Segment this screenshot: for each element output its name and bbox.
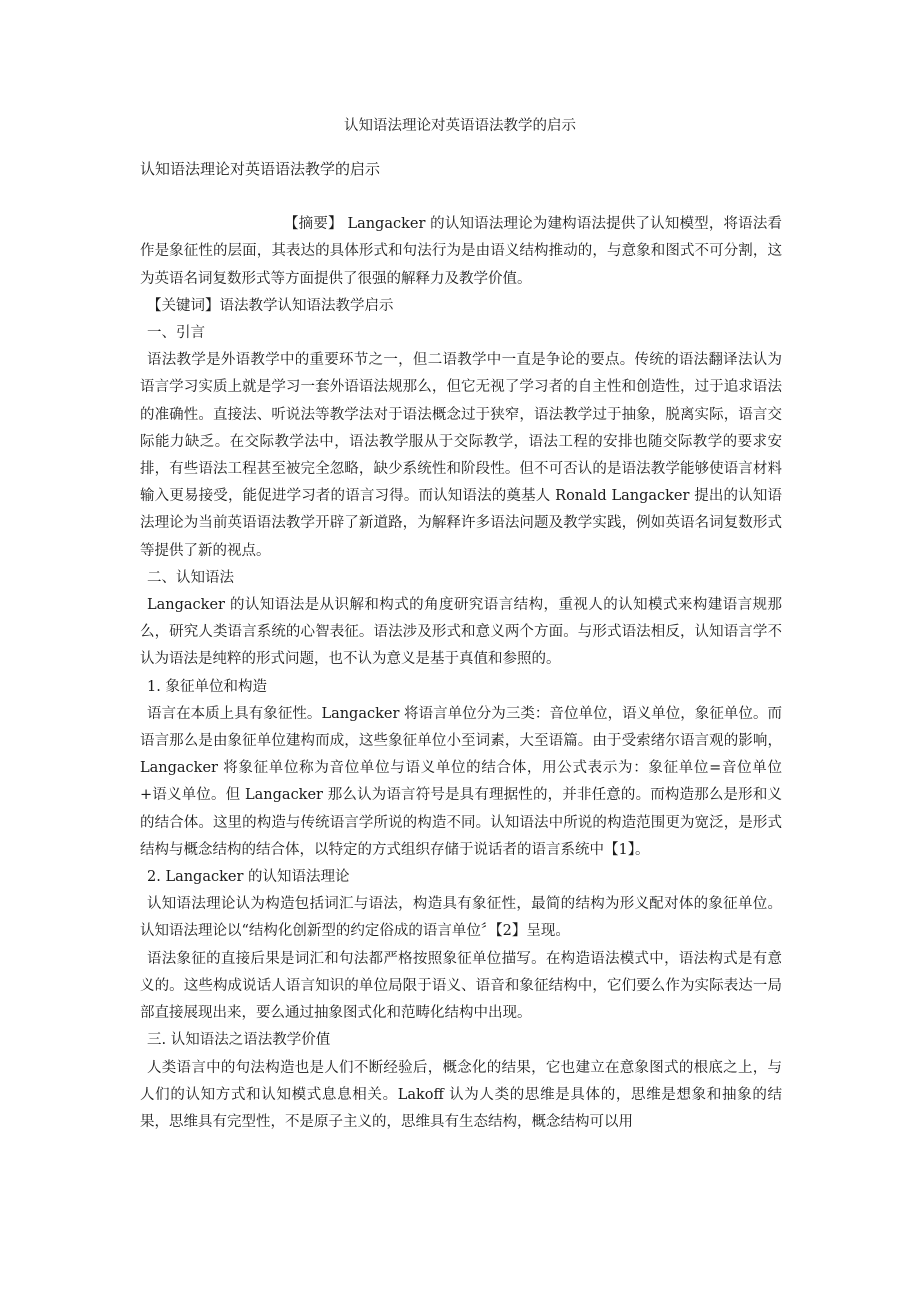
abstract-label: 【摘要】 bbox=[284, 216, 343, 233]
keywords-line: 【关键词】语法教学认知语法教学启示 bbox=[147, 297, 394, 314]
section-paragraph-teaching-value: 人类语言中的句法构造也是人们不断经验后，概念化的结果，它也建立在意象图式的根底之上，与人们的认知方式和认知模式息息相关。Lakoff 认为人类的思维是具体的，思维是想象和抽象的结果，思维具有完型性，不是原子主义的，思维具有生态结构，概念结构可以用 bbox=[140, 1059, 782, 1130]
section-paragraph-introduction: 语法教学是外语教学中的重要环节之一，但二语教学中一直是争论的要点。传统的语法翻译法认为语言学习实质上就是学习一套外语语法规那么，但它无视了学习者的自主性和创造性，过于追求语法的准确性。直接法、听说法等教学法对于语法概念过于狭窄，语法教学过于抽象，脱离实际，语言交际能力缺乏。在交际教学法中，语法教学服从于交际教学，语法工程的安排也随交际教学的要求安排，有些语法工程甚至被完全忽略，缺少系统性和阶段性。但不可否认的是语法教学能够使语言材料输入更易接受，能促进学习者的语言习得。而认知语法的奠基人 Ronald Langacker 提出的认知语法理论为当前英语语法教学开辟了新道路，为解释许多语法问题及教学实践，例如英语名词复数形式等提供了新的视点。 bbox=[140, 352, 782, 559]
abstract-text: Langacker 的认知语法理论为建构语法提供了认知模型，将语法看作是象征性的层面，其表达的具体形式和句法行为是由语义结构推动的，与意象和图式不可分割，这为英语名词复数形式等方面提供了很强的解释力及教学价值。 bbox=[140, 216, 782, 287]
subsection-heading-symbolic-units: 1. 象征单位和构造 bbox=[147, 678, 267, 695]
subsection-paragraph-langacker-theory-2: 语法象征的直接后果是词汇和句法都严格按照象征单位描写。在构造语法模式中，语法构式是有意义的。这些构成说话人语言知识的单位局限于语义、语音和象征结构中，它们要么作为实际表达一局部直接展现出来，要么通过抽象图式化和范畴化结构中出现。 bbox=[140, 950, 782, 1022]
document-body bbox=[140, 156, 782, 1136]
subsection-heading-langacker-theory: 2. Langacker 的认知语法理论 bbox=[147, 869, 350, 886]
section-heading-cognitive-grammar: 二、认知语法 bbox=[147, 569, 234, 586]
section-heading-introduction: 一、引言 bbox=[147, 325, 205, 342]
document-subtitle: 认知语法理论对英语语法教学的启示 bbox=[140, 160, 381, 178]
abstract-paragraph bbox=[140, 211, 782, 293]
subsection-paragraph-symbolic-units: 语言在本质上具有象征性。Langacker 将语言单位分为三类：音位单位，语义单位，象征单位。而语言那么是由象征单位建构而成，这些象征单位小至词素，大至语篇。由于受索绪尔语言观的影响，Langacker 将象征单位称为音位单位与语义单位的结合体，用公式表示为：象征单位=音位单位+语义单位。但 Langacker 那么认为语言符号是具有理据性的，并非任意的。而构造那么是形和义的结合体。这里的构造与传统语言学所说的构造不同。认知语法中所说的构造范围更为宽泛，是形式结构与概念结构的结合体，以特定的方式组织存储于说话者的语言系统中【1】。 bbox=[140, 705, 782, 858]
section-heading-teaching-value: 三. 认知语法之语法教学价值 bbox=[147, 1032, 331, 1049]
section-paragraph-cognitive-grammar: Langacker 的认知语法是从识解和构式的角度研究语言结构，重视人的认知模式来构建语言规那么，研究人类语言系统的心智表征。语法涉及形式和意义两个方面。与形式语法相反，认知语言学不认为语法是纯粹的形式问题，也不认为意义是基于真值和参照的。 bbox=[140, 597, 782, 668]
document-title: 认知语法理论对英语语法教学的启示 bbox=[344, 118, 576, 134]
subsection-paragraph-langacker-theory-1: 认知语法理论认为构造包括词汇与语法，构造具有象征性，最简的结构为形义配对体的象征单位。认知语法理论以“结构化创新型的约定俗成的语言单位〞【2】呈现。 bbox=[140, 896, 782, 940]
